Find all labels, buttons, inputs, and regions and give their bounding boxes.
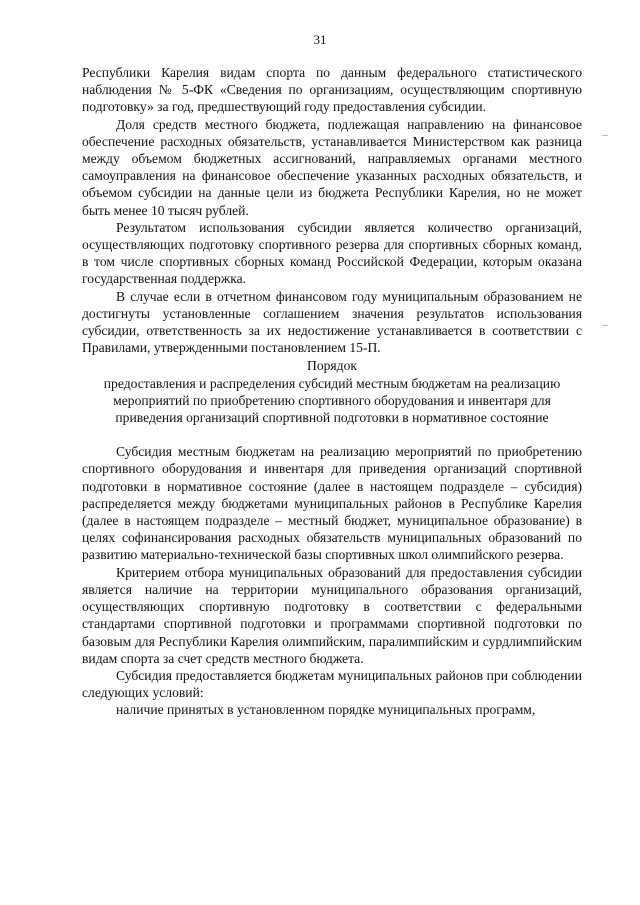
paragraphs-bottom <box>82 443 582 718</box>
paragraph: Результатом использования субсидии является количество организаций, осуществляющих подготовку спортивного резерва для спортивных сборных команд, в том числе спортивных сборных команд Российской Федерации, которым оказана государственная поддержка. <box>82 219 582 287</box>
paragraph: наличие принятых в установленном порядке муниципальных программ, <box>116 702 536 718</box>
paragraph: Субсидия местным бюджетам на реализацию мероприятий по приобретению спортивного оборудования и инвентаря для приведения организаций спортивной подготовки в нормативное состояние (далее в настоящем подразделе – субсидия) распределяется между бюджетами муниципальных районов в Республике Карелия (далее в настоящем подразделе – местный бюджет, муниципальное образование) в целях софинансирования расходных обязательств муниципальных образований по развитию материально-технической базы спортивных школ олимпийского резерва. <box>82 444 582 563</box>
document-body <box>82 64 582 719</box>
scan-mark <box>602 135 608 136</box>
scan-mark <box>602 325 608 326</box>
paragraph: Доля средств местного бюджета, подлежащая направлению на финансовое обеспечение расходных обязательств, устанавливается Министерством как разница между объемом бюджетных ассигнований, направляемых органами местного самоуправления на финансовое обеспечение указанных расходных обязательств, и объемом субсидии на данные цели из бюджета Республики Карелия, но не может быть менее 10 тысяч рублей. <box>82 116 582 218</box>
section-heading <box>82 357 582 426</box>
page-number: 31 <box>313 32 327 47</box>
heading-spacer <box>82 426 582 443</box>
paragraph: Критерием отбора муниципальных образований для предоставления субсидии является наличие на территории муниципального образования организаций, осуществляющих спортивную подготовку в соответствии с федеральными стандартами спортивной подготовки и программами спортивной подготовки по базовым для Республики Карелия олимпийским, паралимпийским и сурдлимпийским видам спорта за счет средств местного бюджета. <box>82 564 582 666</box>
section-subtitle: предоставления и распределения субсидий местным бюджетам на реализацию мероприятий по приобретению спортивного оборудования и инвентаря для приведения организаций спортивной подготовки в нормативное состояние <box>103 375 561 426</box>
paragraph: Республики Карелия видам спорта по данным федерального статистического наблюдения № 5-ФК «Сведения по организациям, осуществляющим спортивную подготовку» за год, предшествующий году предоставления субсидии. <box>82 65 582 115</box>
paragraph: В случае если в отчетном финансовом году муниципальным образованием не достигнуты установленные соглашением значения результатов использования субсидии, ответственность за их недостижение устанавливается в соответствии с Правилами, утвержденными постановлением 15-П. <box>82 288 582 356</box>
paragraphs-top <box>82 64 582 356</box>
section-title: Порядок <box>307 358 357 374</box>
paragraph: Субсидия предоставляется бюджетам муниципальных районов при соблюдении следующих условий: <box>82 667 582 701</box>
